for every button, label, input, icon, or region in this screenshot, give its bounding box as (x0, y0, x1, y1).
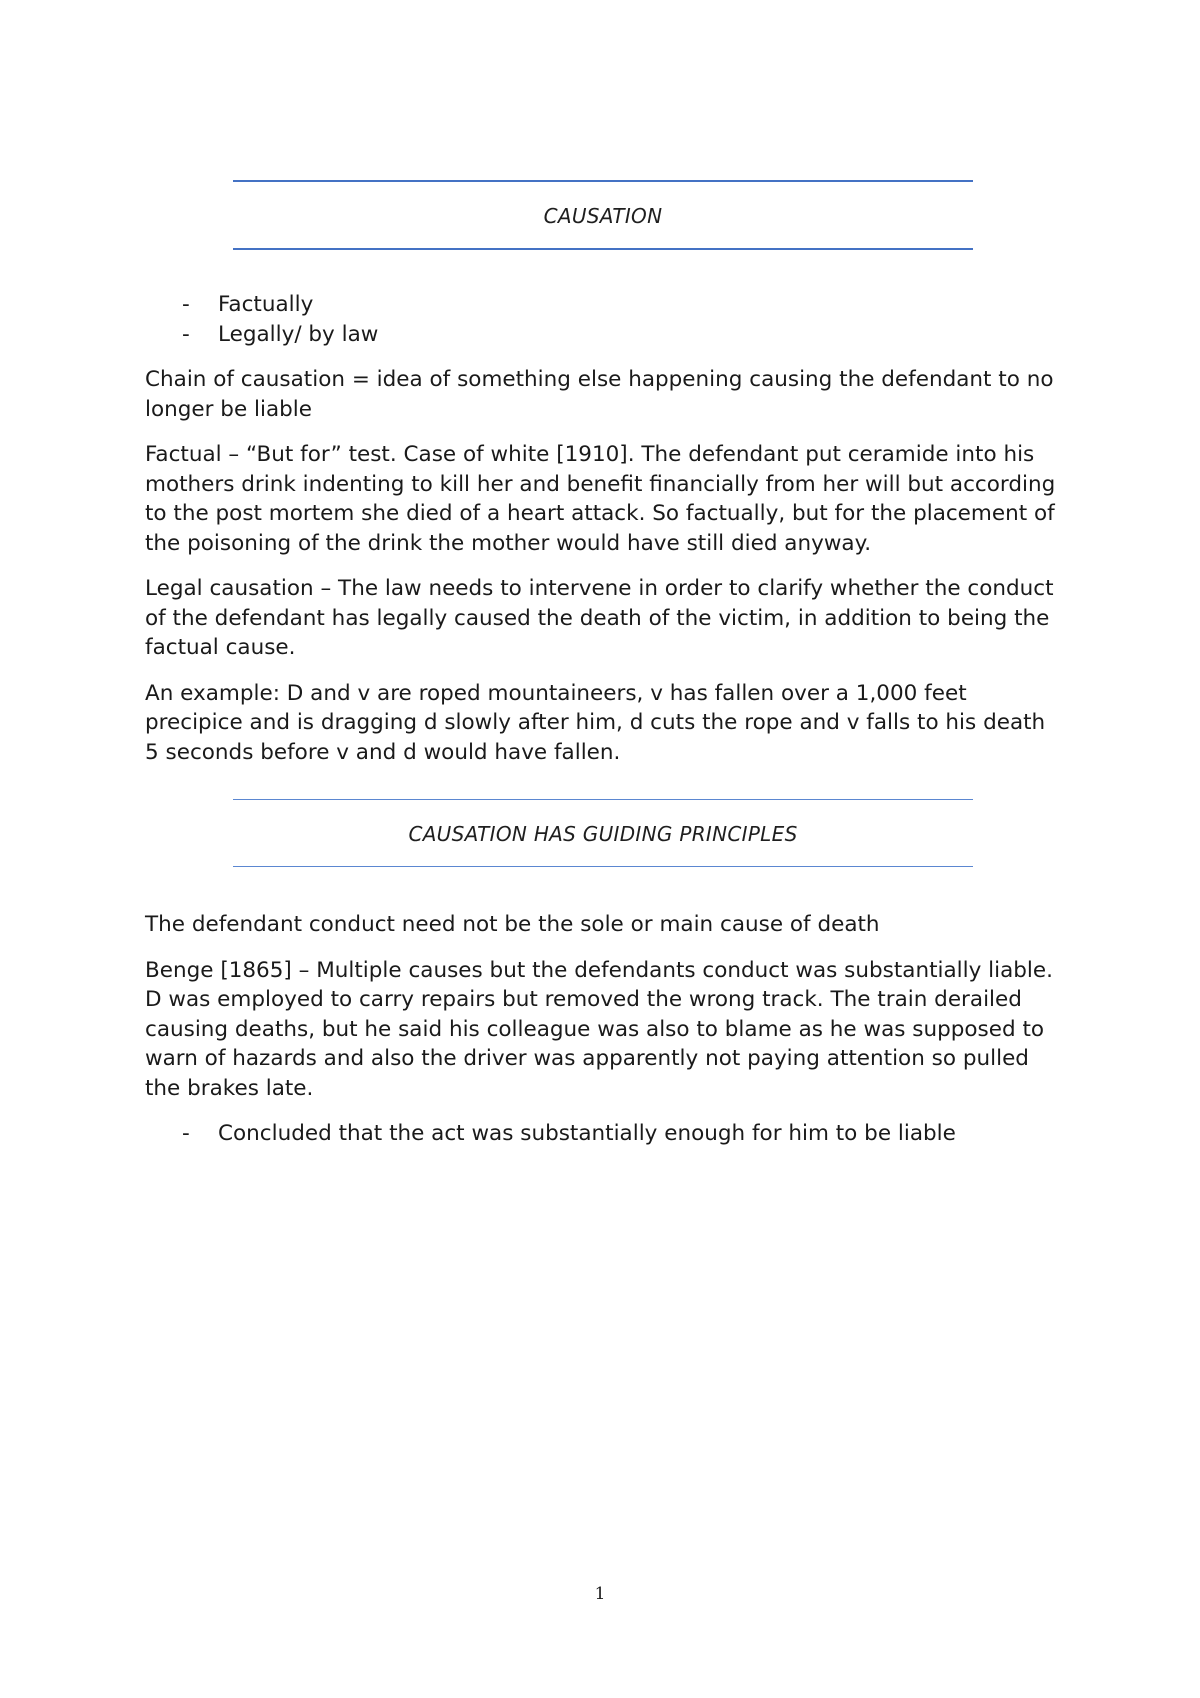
heading-causation: CAUSATION (543, 204, 663, 228)
bullet-dash: - (182, 1121, 190, 1146)
list-item-text: Concluded that the act was substantially enough for him to be liable (218, 1121, 956, 1146)
bullet-list-conclusion (145, 1119, 1065, 1149)
heading-guiding-principles: CAUSATION HAS GUIDING PRINCIPLES (408, 822, 798, 846)
body-section-1 (145, 290, 1065, 767)
heading-causation-block (233, 180, 973, 250)
heading-top-rule (233, 180, 973, 182)
paragraph-sole-cause: The defendant conduct need not be the sole or main cause of death (145, 912, 880, 937)
body-section-2 (145, 910, 1065, 1149)
bullet-list-causation-types (145, 290, 1065, 349)
list-item-text: Factually (218, 292, 314, 317)
paragraph-benge: Benge [1865] – Multiple causes but the defendants conduct was substantially liable. D was employed to carry repairs but removed the wrong track. The train derailed causing deaths, but he said his colleague was also to blame as he was supposed to warn of hazards and also the driver was apparently not paying attention so pulled the brakes late. (145, 957, 1053, 1101)
list-item (145, 320, 1065, 350)
list-item (145, 290, 1065, 320)
bullet-dash: - (182, 292, 190, 317)
bullet-dash: - (182, 321, 190, 347)
heading-bottom-rule (233, 866, 973, 867)
heading-top-rule (233, 799, 973, 800)
paragraph-legal-causation: Legal causation – The law needs to intervene in order to clarify whether the conduct of the defendant has legally caused the death of the victim, in addition to being the factual cause. (145, 576, 1054, 660)
heading-guiding-principles-block (233, 799, 973, 867)
list-item (145, 1119, 1065, 1149)
paragraph-factual: Factual – “But for” test. Case of white [1910]. The defendant put ceramide into his mothers drink indenting to kill her and benefit financially from her will but according to the post mortem she died of a heart attack. So factually, but for the placement of the poisoning of the drink the mother would have still died anyway. (145, 442, 1056, 556)
list-item-text: Legally/ by law (218, 321, 379, 347)
paragraph-chain-of-causation: Chain of causation = idea of something else happening causing the defendant to no longer be liable (145, 367, 1054, 422)
paragraph-example: An example: D and v are roped mountaineers, v has fallen over a 1,000 feet precipice and is dragging d slowly after him, d cuts the rope and v falls to his death 5 seconds before v and d would have fallen. (145, 680, 1046, 765)
heading-bottom-rule (233, 248, 973, 250)
page-number: 1 (594, 1584, 606, 1604)
